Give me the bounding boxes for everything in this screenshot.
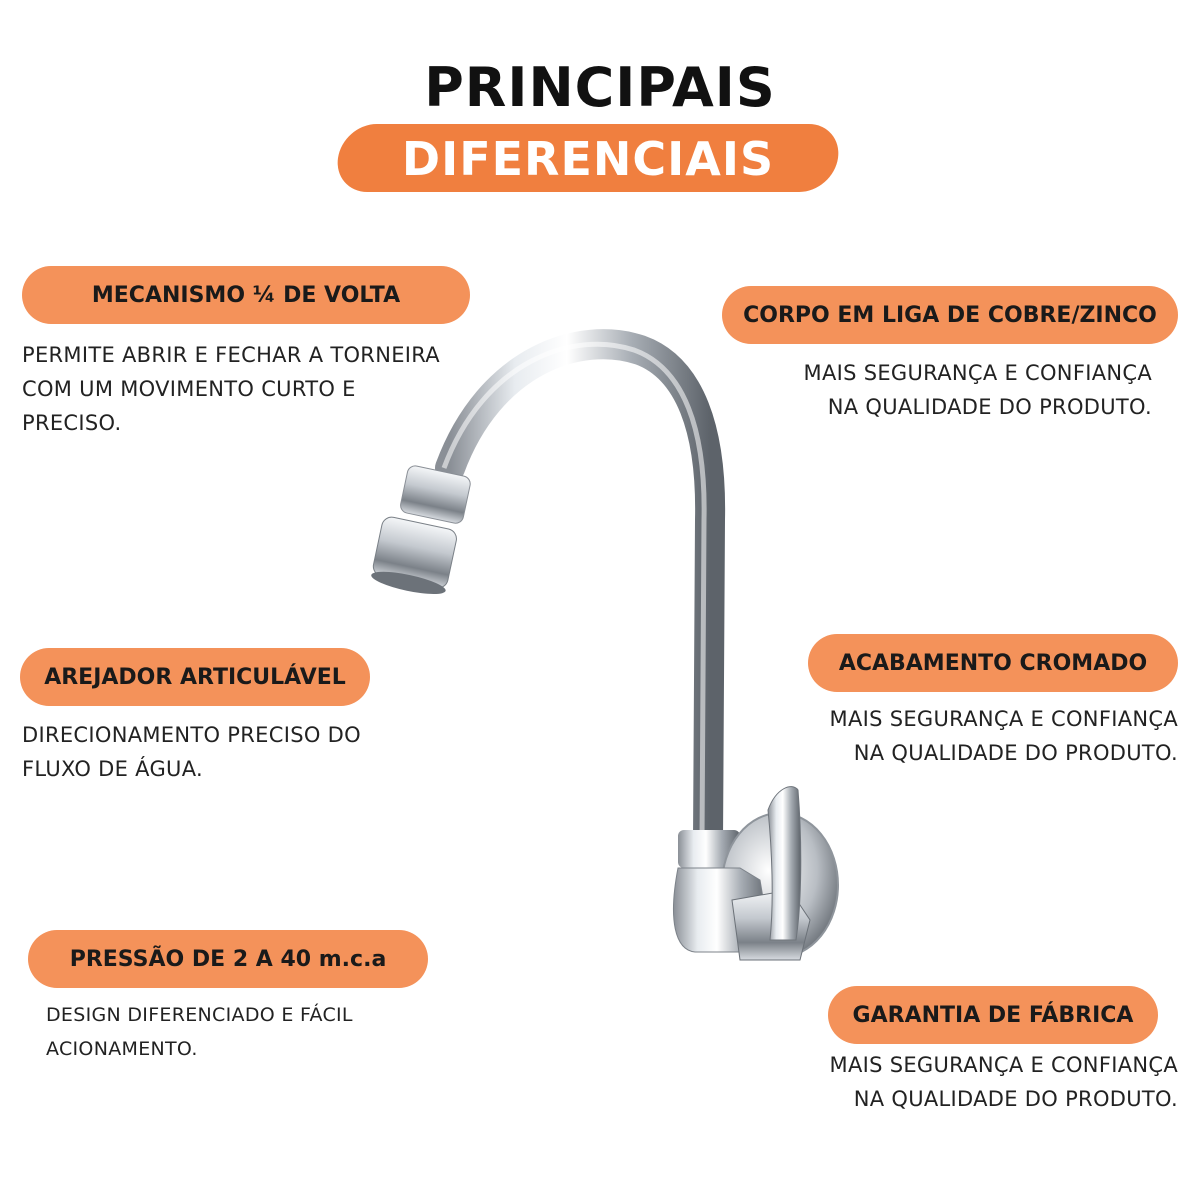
feature-description-chrome-finish (830, 702, 1178, 770)
feature-label-pressure (28, 930, 428, 988)
description-line: PERMITE ABRIR E FECHAR A TORNEIRA (22, 343, 440, 367)
description-line: NA QUALIDADE DO PRODUTO. (853, 1087, 1178, 1111)
description-line: DIRECIONAMENTO PRECISO DO (22, 723, 361, 747)
feature-description-quarter-turn (22, 338, 440, 440)
description-line: NA QUALIDADE DO PRODUTO. (853, 741, 1178, 765)
title-subtitle: DIFERENCIAIS (401, 132, 775, 186)
description-line: ACIONAMENTO. (46, 1038, 198, 1060)
feature-label-text: AREJADOR ARTICULÁVEL (44, 664, 346, 690)
description-line: COM UM MOVIMENTO CURTO E (22, 377, 356, 401)
feature-description-warranty (830, 1048, 1178, 1116)
spout-arc (450, 344, 710, 840)
feature-description-pressure (46, 998, 353, 1066)
feature-label-chrome-finish (808, 634, 1178, 692)
feature-description-copper-zinc-body (804, 356, 1152, 424)
feature-label-quarter-turn (22, 266, 470, 324)
description-line: NA QUALIDADE DO PRODUTO. (827, 395, 1152, 419)
feature-label-warranty (828, 986, 1158, 1044)
description-line: MAIS SEGURANÇA E CONFIANÇA (829, 1053, 1178, 1077)
feature-label-text: CORPO EM LIGA DE COBRE/ZINCO (743, 302, 1157, 328)
title-main: PRINCIPAIS (424, 56, 776, 119)
feature-label-copper-zinc-body (722, 286, 1178, 344)
feature-label-text: ACABAMENTO CROMADO (838, 650, 1148, 676)
description-line: PRECISO. (22, 411, 122, 435)
feature-description-aerator (22, 718, 361, 786)
feature-label-text: MECANISMO ¼ DE VOLTA (91, 282, 401, 308)
feature-label-text: PRESSÃO DE 2 A 40 m.c.a (69, 946, 387, 972)
description-line: MAIS SEGURANÇA E CONFIANÇA (829, 707, 1178, 731)
description-line: MAIS SEGURANÇA E CONFIANÇA (803, 361, 1152, 385)
feature-label-text: GARANTIA DE FÁBRICA (852, 1002, 1134, 1028)
description-line: DESIGN DIFERENCIADO E FÁCIL (46, 1004, 353, 1026)
aerator (370, 462, 472, 600)
description-line: FLUXO DE ÁGUA. (22, 757, 203, 781)
feature-label-aerator (20, 648, 370, 706)
